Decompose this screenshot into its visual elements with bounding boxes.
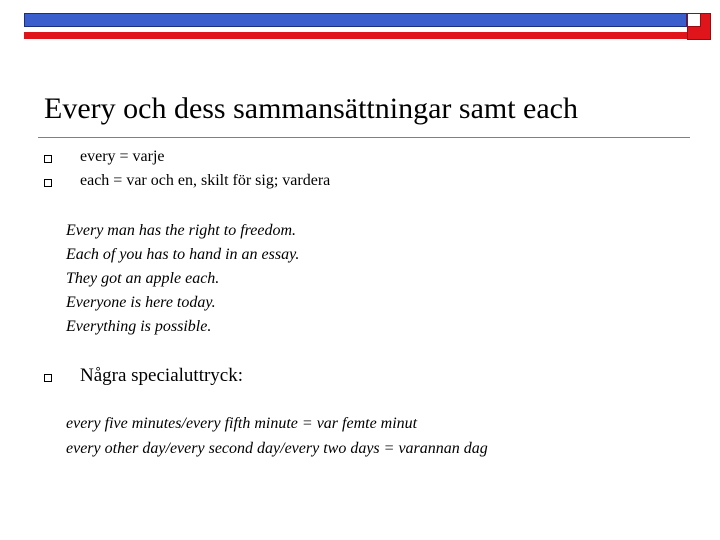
example-sentence: Everything is possible. xyxy=(66,318,212,335)
bullet-square-icon xyxy=(44,179,52,187)
example-sentence: Everyone is here today. xyxy=(66,294,216,311)
slide-title: Every och dess sammansättningar samt each xyxy=(44,92,578,125)
example-sentence: Every man has the right to freedom. xyxy=(66,222,297,239)
example-sentence: Each of you has to hand in an essay. xyxy=(66,246,300,263)
bullet-square-icon xyxy=(44,374,52,382)
bullet-text-special: Några specialuttryck: xyxy=(80,365,244,386)
corner-white-square xyxy=(687,13,701,27)
title-divider xyxy=(38,137,690,138)
bullet-square-icon xyxy=(44,155,52,163)
header-blue-bar xyxy=(24,13,687,27)
special-expression: every five minutes/every fifth minute = var femte minut xyxy=(66,415,418,432)
example-sentence: They got an apple each. xyxy=(66,270,220,287)
header-red-bar xyxy=(24,32,687,39)
special-expression: every other day/every second day/every two days = varannan dag xyxy=(66,440,488,457)
bullet-text-each: each = var och en, skilt för sig; vardera xyxy=(80,172,331,189)
bullet-text-every: every = varje xyxy=(80,148,165,165)
